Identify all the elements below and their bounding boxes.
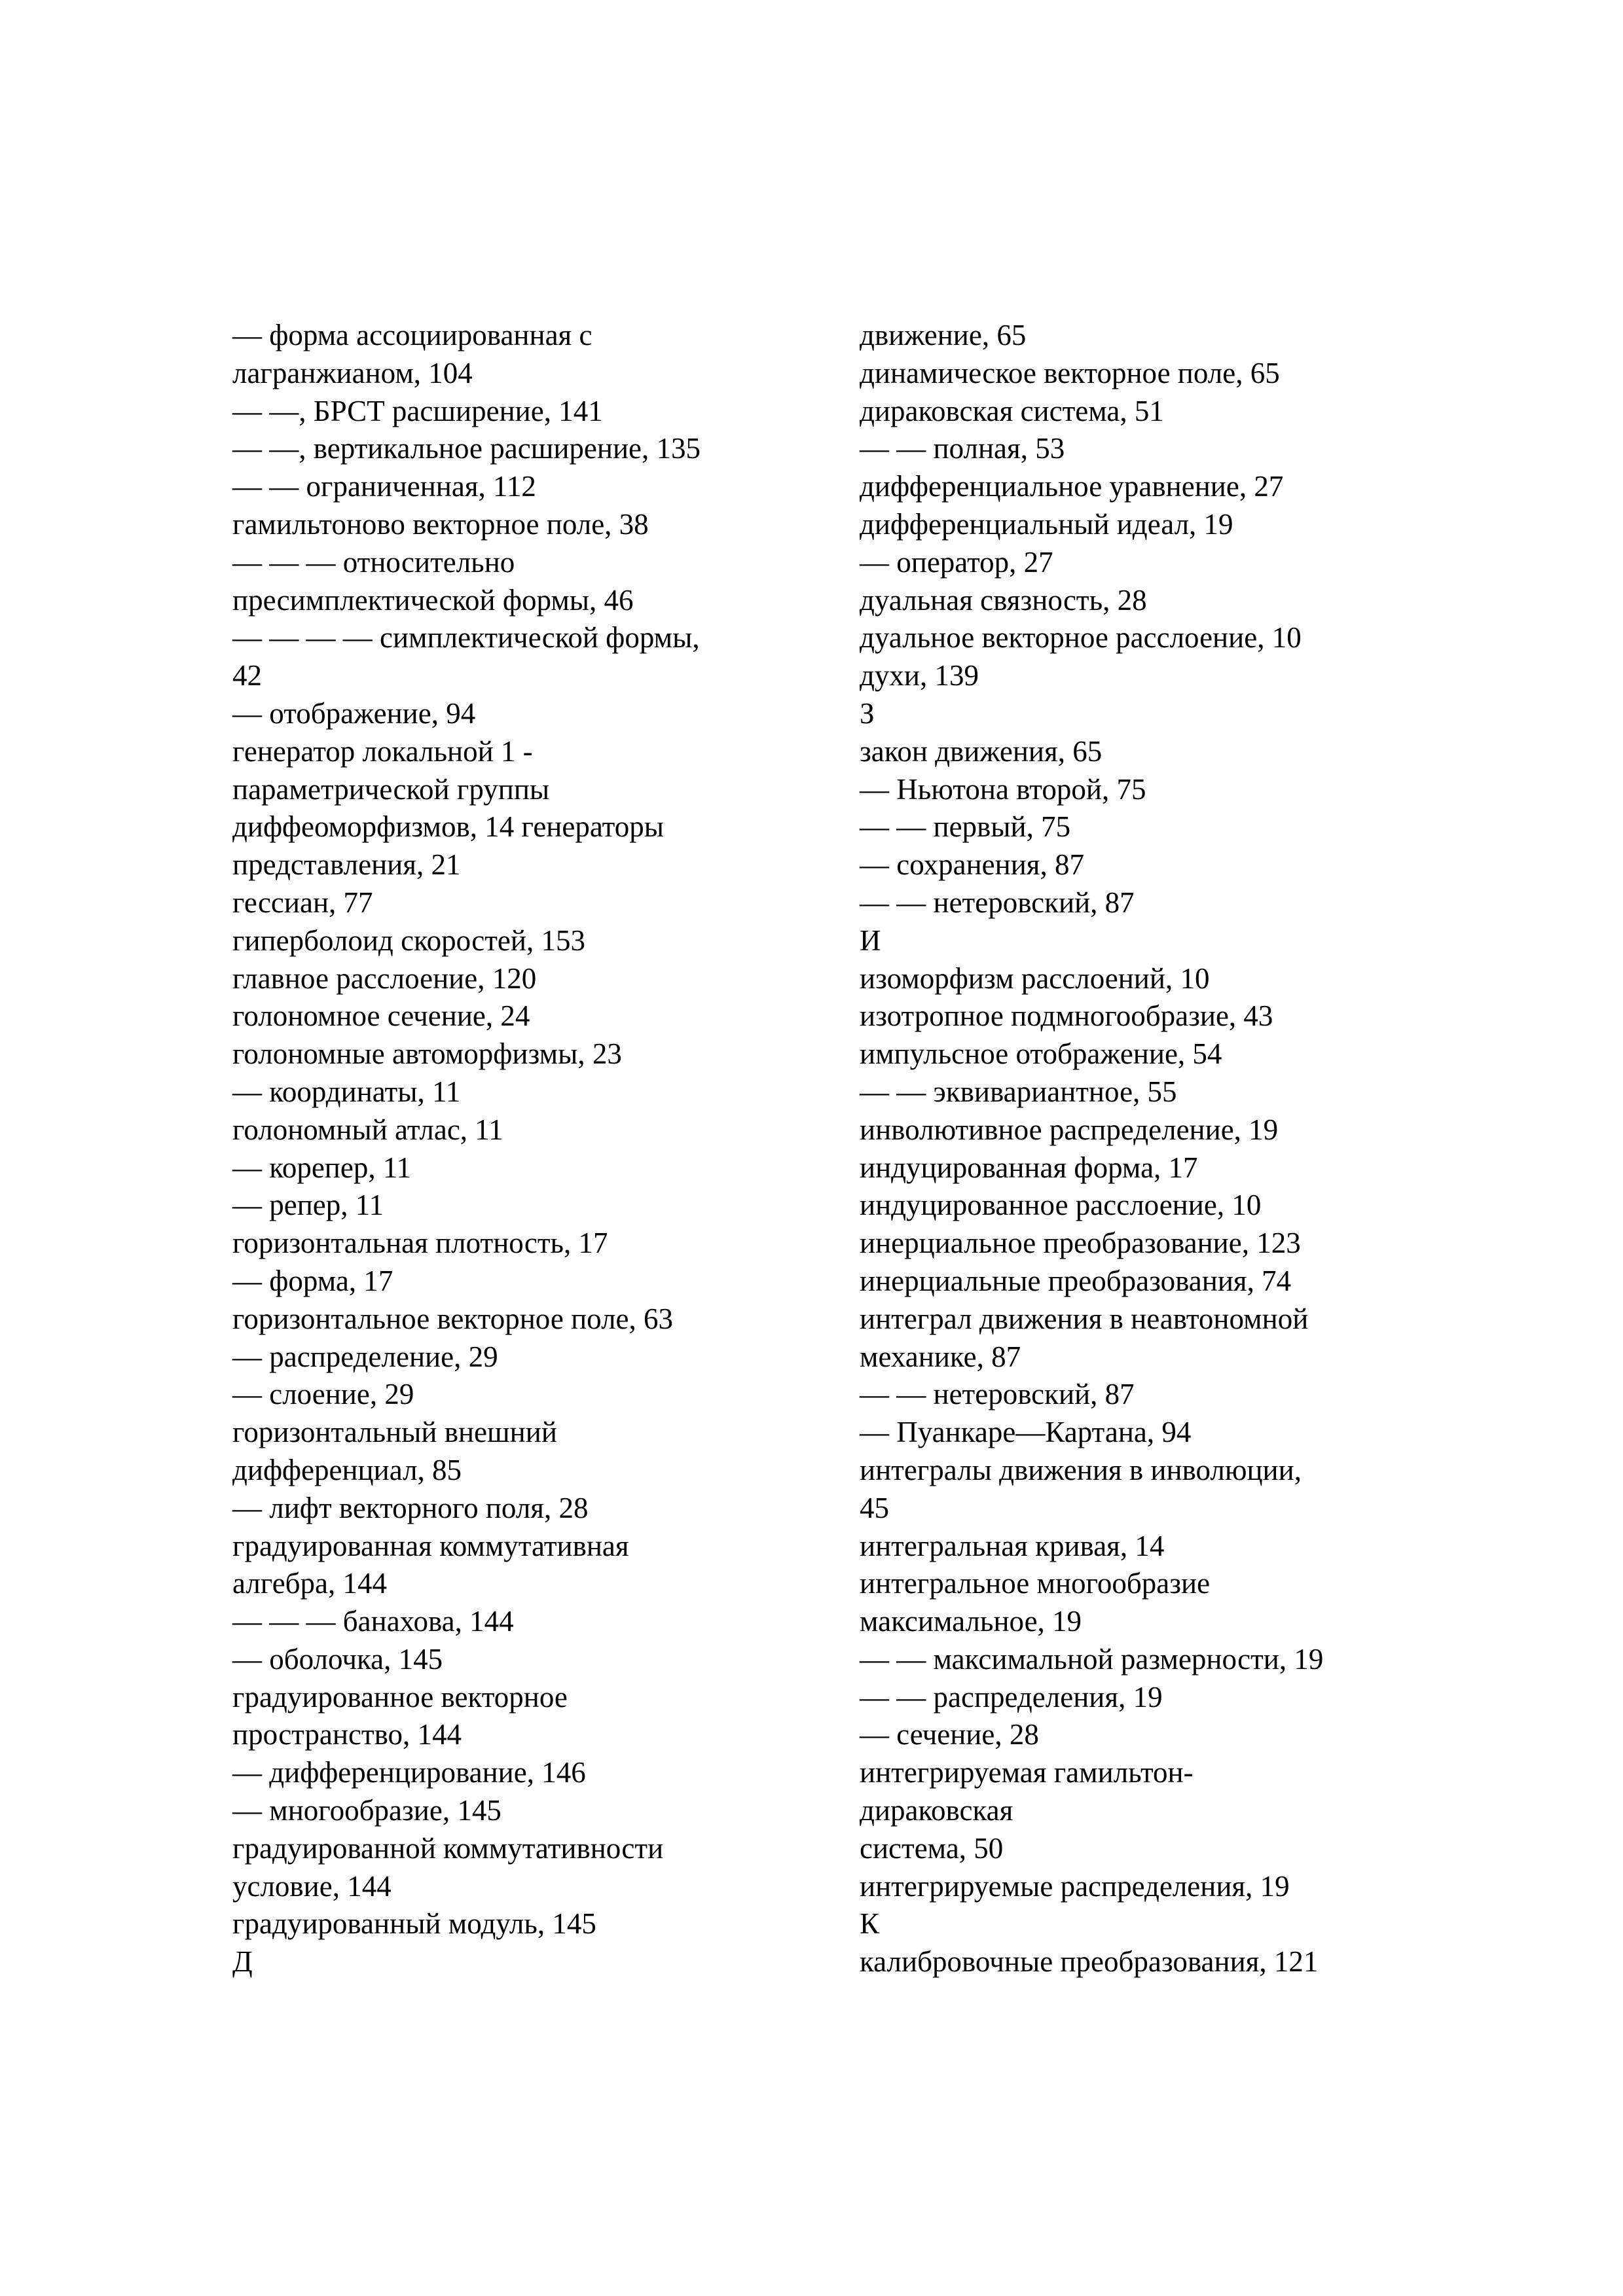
index-right-entry: изотропное подмногообразие, 43 — [860, 999, 1273, 1033]
index-left-entry: пространство, 144 — [232, 1718, 462, 1751]
index-right-entry: З — [860, 696, 875, 730]
index-left-entry: пресимплектической формы, 46 — [232, 583, 634, 617]
index-right-entry: интегрируемые распределения, 19 — [860, 1869, 1290, 1903]
index-right-entry: — — максимальной размерности, 19 — [860, 1642, 1324, 1676]
index-left-entry: — —, вертикальное расширение, 135 — [232, 432, 701, 465]
index-right-entry: калибровочные преобразования, 121 — [860, 1945, 1319, 1979]
index-left-entry: Д — [232, 1945, 253, 1979]
index-right-entry: интегральное многообразие — [860, 1567, 1211, 1600]
index-left-entry: градуированный модуль, 145 — [232, 1907, 596, 1941]
index-right-entry: — Ньютона второй, 75 — [860, 772, 1146, 806]
index-left-entry: дифференциал, 85 — [232, 1453, 462, 1486]
index-right-entry: — — первый, 75 — [860, 810, 1071, 844]
index-left-entry: градуированной коммутативности — [232, 1831, 664, 1865]
index-left-entry: — форма, 17 — [232, 1264, 393, 1297]
index-right-entry: 45 — [860, 1491, 889, 1524]
index-left-entry: — форма ассоциированная с — [232, 319, 593, 351]
index-left-entry: голономные автоморфизмы, 23 — [232, 1037, 622, 1071]
index-right-entry: К — [860, 1907, 880, 1941]
index-right-entry: дуальная связность, 28 — [860, 583, 1147, 617]
index-right-entry: — — нетеровский, 87 — [860, 886, 1135, 919]
index-right-entry: инволютивное распределение, 19 — [860, 1113, 1279, 1146]
index-left-entry: градуированное векторное — [232, 1680, 568, 1713]
index-right-entry: инерциальное преобразование, 123 — [860, 1227, 1301, 1260]
index-right-entry: — Пуанкаре—Картана, 94 — [860, 1416, 1192, 1449]
index-right-entry: импульсное отображение, 54 — [860, 1037, 1222, 1071]
index-right-entry: индуцированное расслоение, 10 — [860, 1189, 1262, 1222]
index-right-entry: И — [860, 924, 881, 957]
index-left-entry: — — ограниченная, 112 — [232, 470, 536, 503]
index-left-entry: гамильтоново векторное поле, 38 — [232, 507, 649, 541]
index-left-entry: главное расслоение, 120 — [232, 961, 537, 995]
index-right-entry: дираковская система, 51 — [860, 394, 1164, 427]
index-left-entry: градуированная коммутативная — [232, 1529, 629, 1562]
index-right-entry: интегралы движения в инволюции, — [860, 1453, 1302, 1486]
index-left-entry: — слоение, 29 — [232, 1378, 414, 1411]
index-left-entry: генератор локальной 1 - — [232, 734, 533, 768]
index-right-entry: — — эквивариантное, 55 — [860, 1075, 1177, 1108]
index-right-entry: интеграл движения в неавтономной — [860, 1302, 1309, 1335]
index-right-entry: интегрируемая гамильтон- — [860, 1756, 1194, 1789]
index-left-entry: — — — относительно — [232, 545, 515, 579]
index-left-entry: представления, 21 — [232, 848, 461, 882]
index-right-entry: система, 50 — [860, 1831, 1004, 1865]
index-right-entry: индуцированная форма, 17 — [860, 1151, 1198, 1184]
index-left-entry: — распределение, 29 — [232, 1340, 498, 1373]
index-right-entry: дираковская — [860, 1794, 1013, 1827]
index-left-entry: лагранжианом, 104 — [232, 356, 473, 389]
index-left-entry: — отображение, 94 — [232, 696, 476, 730]
index-left-entry: — координаты, 11 — [232, 1075, 461, 1108]
index-left-entry: условие, 144 — [232, 1869, 392, 1903]
index-left-entry: диффеоморфизмов, 14 генераторы — [232, 810, 664, 844]
index-left-entry: — —, БРСТ расширение, 141 — [232, 394, 603, 427]
index-right-entry: — сечение, 28 — [860, 1718, 1039, 1751]
index-left-entry: горизонтальный внешний — [232, 1416, 557, 1449]
index-right-entry: — оператор, 27 — [860, 545, 1053, 579]
index-right-entry: дифференциальное уравнение, 27 — [860, 470, 1284, 503]
index-left-entry: параметрической группы — [232, 772, 550, 806]
index-right-entry: — сохранения, 87 — [860, 848, 1084, 882]
index-left-entry: — — — — симплектической формы, — [232, 621, 700, 655]
index-right-entry: механике, 87 — [860, 1340, 1021, 1373]
index-right-entry: — — распределения, 19 — [860, 1680, 1163, 1713]
index-left-entry: — корепер, 11 — [232, 1151, 412, 1184]
index-right-entry: дуальное векторное расслоение, 10 — [860, 621, 1302, 655]
index-right-entry: изоморфизм расслоений, 10 — [860, 961, 1210, 995]
index-left-entry: — репер, 11 — [232, 1189, 384, 1222]
index-right-entry: движение, 65 — [860, 319, 1027, 351]
index-left-entry: гессиан, 77 — [232, 886, 373, 919]
index-left-column — [232, 317, 861, 1981]
index-right-column — [860, 317, 1449, 1981]
index-left-entry: голономный атлас, 11 — [232, 1113, 503, 1146]
index-right-entry: максимальное, 19 — [860, 1605, 1082, 1638]
index-left-entry: — дифференцирование, 146 — [232, 1756, 586, 1789]
index-left-entry: горизонтальная плотность, 17 — [232, 1227, 608, 1260]
index-right-entry: инерциальные преобразования, 74 — [860, 1264, 1292, 1297]
index-left-entry: — многообразие, 145 — [232, 1794, 501, 1827]
index-right-entry: динамическое векторное поле, 65 — [860, 356, 1280, 389]
index-right-entry: интегральная кривая, 14 — [860, 1529, 1165, 1562]
index-left-entry: — оболочка, 145 — [232, 1642, 443, 1676]
index-left-entry: — лифт векторного поля, 28 — [232, 1491, 589, 1524]
index-right-entry: — — полная, 53 — [860, 432, 1065, 465]
index-right-entry: духи, 139 — [860, 659, 979, 692]
index-left-entry: горизонтальное векторное поле, 63 — [232, 1302, 674, 1335]
index-right-entry: закон движения, 65 — [860, 734, 1103, 768]
index-left-entry: голономное сечение, 24 — [232, 999, 530, 1033]
index-right-entry: — — нетеровский, 87 — [860, 1378, 1135, 1411]
index-left-entry: 42 — [232, 659, 262, 692]
index-left-entry: — — — банахова, 144 — [232, 1605, 514, 1638]
index-right-entry: дифференциальный идеал, 19 — [860, 507, 1233, 541]
index-left-entry: гиперболоид скоростей, 153 — [232, 924, 585, 957]
index-left-entry: алгебра, 144 — [232, 1567, 388, 1600]
